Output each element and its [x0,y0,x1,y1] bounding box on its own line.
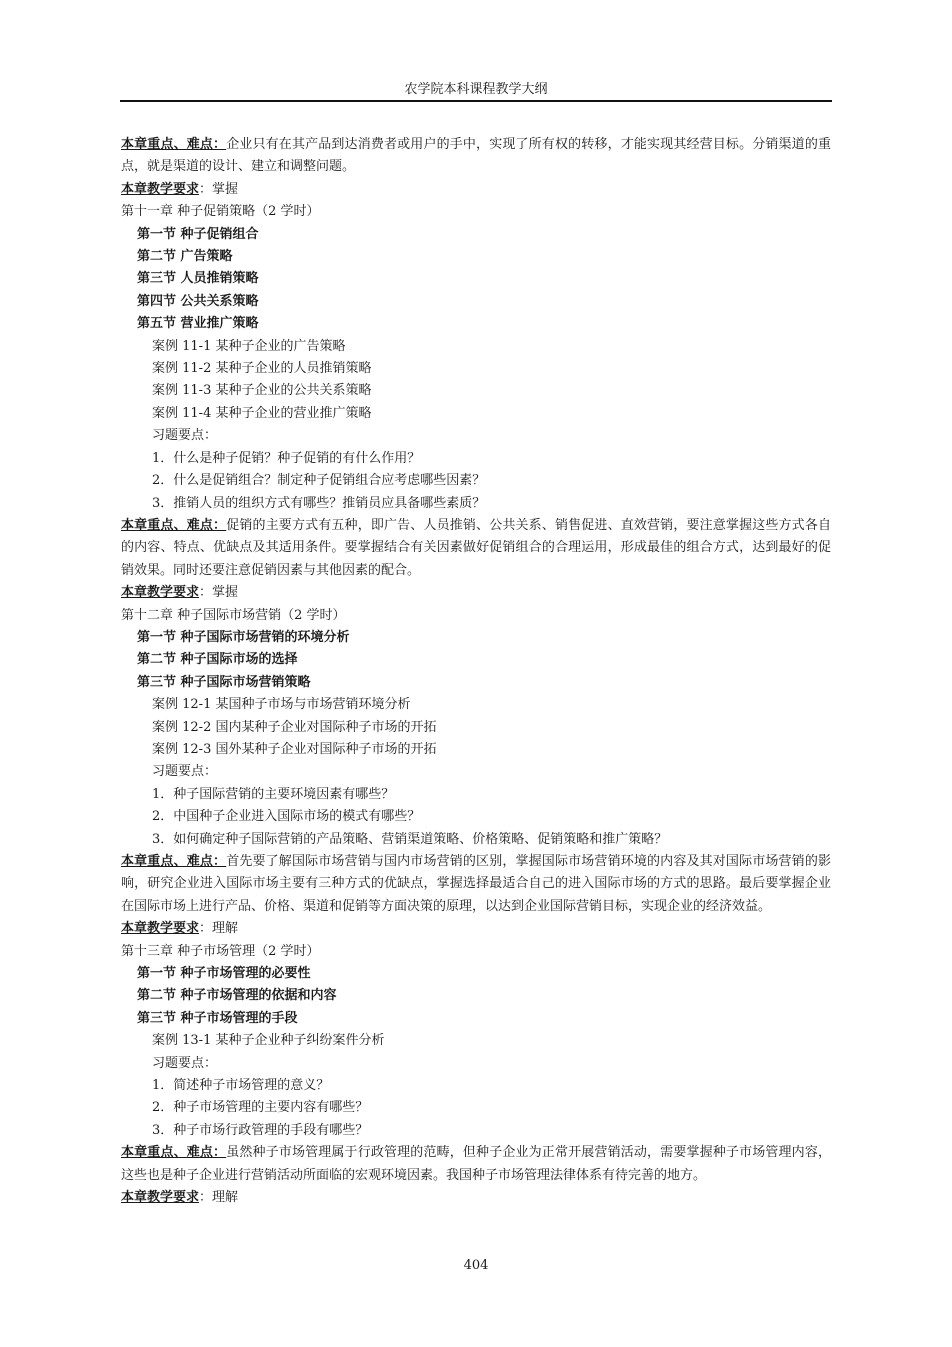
ch12-requirement [121,918,831,940]
question-item: 3．推销人员的组织方式有哪些？推销员应具备哪些素质？ [152,495,486,511]
exercise-label: 习题要点： [152,1055,218,1071]
ch13-focus-paragraph [121,1142,831,1187]
question-item: 2．中国种子企业进入国际市场的模式有哪些？ [152,809,421,825]
case-item: 案例 11-3 某种子企业的公共关系策略 [152,383,372,399]
requirement-value: ：掌握 [199,585,239,601]
question-item: 1．什么是种子促销？种子促销的有什么作用？ [152,450,421,466]
question-item: 1．种子国际营销的主要环境因素有哪些？ [152,786,395,802]
requirement-value: ：掌握 [199,181,239,197]
page-number: 404 [463,1258,489,1273]
question-item: 2．种子市场管理的主要内容有哪些？ [152,1100,369,1116]
question-item: 3．如何确定种子国际营销的产品策略、营销渠道策略、价格策略、促销策略和推广策略？ [152,831,668,847]
focus-text: 首先要了解国际市场营销与国内市场营销的区别，掌握国际市场营销环境的内容及其对国际市场营销的影响，研究企业进入国际市场主要有三种方式的优缺点，掌握选择最适合自己的进入国际市场的方式的思路。最后要掌握企业在国际市场上进行产品、价格、渠道和促销等方面决策的原理，以达到企业国际营销目标，实现企业的经济效益。 [121,854,831,914]
ch12-focus-paragraph [121,851,831,918]
focus-text: 企业只有在其产品到达消费者或用户的手中，实现了所有权的转移，才能实现其经营目标。分销渠道的重点，就是渠道的设计、建立和调整问题。 [121,137,831,175]
ch10-focus-paragraph [121,134,831,179]
focus-text: 虽然种子市场管理属于行政管理的范畴，但种子企业为正常开展营销活动，需要掌握种子市场管理内容，这些也是种子企业进行营销活动所面临的宏观环境因素。我国种子市场管理法律体系有待完善的地方。 [121,1145,831,1183]
focus-label: 本章重点、难点： [121,517,227,533]
section-title: 第三节 人员推销策略 [137,271,259,287]
ch11-requirement [121,582,831,604]
focus-label: 本章重点、难点： [121,137,227,152]
requirement-label: 本章教学要求 [121,181,200,197]
focus-label: 本章重点、难点： [121,854,227,869]
chapter-title: 第十二章 种子国际市场营销（2 学时） [121,607,346,623]
ch10-requirement [121,179,831,201]
requirement-value: ：理解 [199,921,239,937]
focus-text: 促销的主要方式有五种，即广告、人员推销、公共关系、销售促进、直效营销，要注意掌握这些方式各自的内容、特点、优缺点及其适用条件。要掌握结合有关因素做好促销组合的合理运用，形成最佳的组合方式，达到最好的促销效果。同时还要注意促销因素与其他因素的配合。 [121,517,831,578]
page-header: 农学院本科课程教学大纲 [120,78,832,102]
case-item: 案例 11-1 某种子企业的广告策略 [152,338,346,354]
exercise-label: 习题要点： [152,764,218,780]
document-body [121,134,831,1210]
case-item: 案例 12-2 国内某种子企业对国际种子市场的开拓 [152,719,437,735]
requirement-label: 本章教学要求 [121,585,200,601]
question-item: 1．简述种子市场管理的意义？ [152,1078,330,1094]
question-item: 3．种子市场行政管理的手段有哪些？ [152,1122,369,1138]
focus-label: 本章重点、难点： [121,1145,227,1161]
section-title: 第一节 种子市场管理的必要性 [137,966,311,982]
section-title: 第四节 公共关系策略 [137,293,259,309]
section-title: 第二节 广告策略 [137,249,233,265]
requirement-label: 本章教学要求 [121,921,200,937]
question-item: 2．什么是促销组合？制定种子促销组合应考虑哪些因素？ [152,473,486,489]
exercise-label: 习题要点： [152,428,218,444]
case-item: 案例 11-4 某种子企业的营业推广策略 [152,405,372,421]
section-title: 第二节 种子市场管理的依据和内容 [137,988,337,1004]
case-item: 案例 12-1 某国种子市场与市场营销环境分析 [152,697,411,713]
section-title: 第三节 种子国际市场营销策略 [137,674,311,690]
case-item: 案例 12-3 国外某种子企业对国际种子市场的开拓 [152,741,437,757]
section-title: 第三节 种子市场管理的手段 [137,1010,298,1026]
chapter-title: 第十三章 种子市场管理（2 学时） [121,943,320,959]
section-title: 第二节 种子国际市场的选择 [137,652,298,668]
case-item: 案例 13-1 某种子企业种子纠纷案件分析 [152,1033,385,1049]
section-title: 第一节 种子国际市场营销的环境分析 [137,629,350,645]
case-item: 案例 11-2 某种子企业的人员推销策略 [152,361,372,377]
requirement-label: 本章教学要求 [121,1190,200,1206]
requirement-value: ：理解 [199,1190,239,1206]
section-title: 第一节 种子促销组合 [137,226,259,242]
ch11-focus-paragraph [121,515,831,582]
section-title: 第五节 营业推广策略 [137,316,259,332]
chapter-title: 第十一章 种子促销策略（2 学时） [121,204,320,220]
ch13-requirement [121,1187,831,1209]
